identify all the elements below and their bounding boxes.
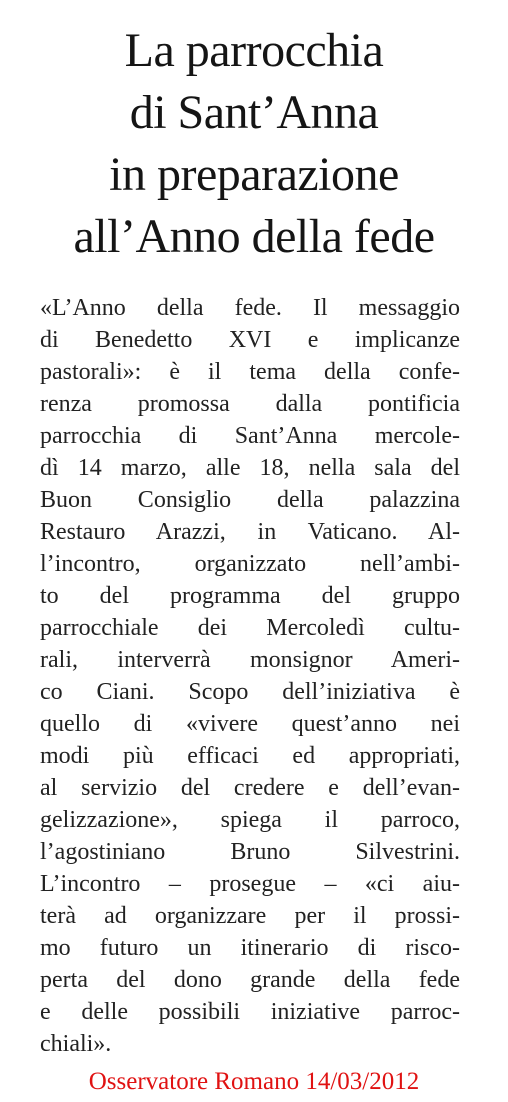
body-line: parrocchiale dei Mercoledì cultu- xyxy=(40,615,460,641)
title-line: all’Anno della fede xyxy=(73,210,435,263)
body-line: mo futuro un itinerario di risco- xyxy=(40,935,460,961)
body-line: l’incontro, organizzato nell’ambi- xyxy=(40,551,460,577)
body-line: l’agostiniano Bruno Silvestrini. xyxy=(40,839,460,865)
title-line: La parrocchia xyxy=(124,24,384,77)
body-line: modi più efficaci ed appropriati, xyxy=(40,743,460,769)
body-line: rali, interverrà monsignor Ameri- xyxy=(40,647,460,673)
article-body xyxy=(40,292,460,1060)
body-line: parrocchia di Sant’Anna mercole- xyxy=(40,423,460,449)
body-line: chiali». xyxy=(40,1031,112,1057)
body-line: dì 14 marzo, alle 18, nella sala del xyxy=(40,455,460,481)
body-line: gelizzazione», spiega il parroco, xyxy=(40,807,460,833)
body-line: L’incontro – prosegue – «ci aiu- xyxy=(40,871,460,897)
article-title xyxy=(0,20,508,268)
body-line: Restauro Arazzi, in Vaticano. Al- xyxy=(40,519,460,545)
body-line: perta del dono grande della fede xyxy=(40,967,460,993)
body-line: terà ad organizzare per il prossi- xyxy=(40,903,460,929)
body-line: al servizio del credere e dell’evan- xyxy=(40,775,460,801)
body-line: e delle possibili iniziative parroc- xyxy=(40,999,460,1025)
body-line: Buon Consiglio della palazzina xyxy=(40,487,460,513)
body-line: quello di «vivere quest’anno nei xyxy=(40,711,460,737)
body-line: «L’Anno della fede. Il messaggio xyxy=(40,295,460,321)
body-line: pastorali»: è il tema della confe- xyxy=(40,359,460,385)
title-line: in preparazione xyxy=(109,148,399,201)
body-line: renza promossa dalla pontificia xyxy=(40,391,460,417)
body-line: to del programma del gruppo xyxy=(40,583,460,609)
body-line: co Ciani. Scopo dell’iniziativa è xyxy=(40,679,460,705)
source-caption: Osservatore Romano 14/03/2012 xyxy=(88,1068,420,1095)
body-line: di Benedetto XVI e implicanze xyxy=(40,327,460,353)
title-line: di Sant’Anna xyxy=(129,86,379,139)
